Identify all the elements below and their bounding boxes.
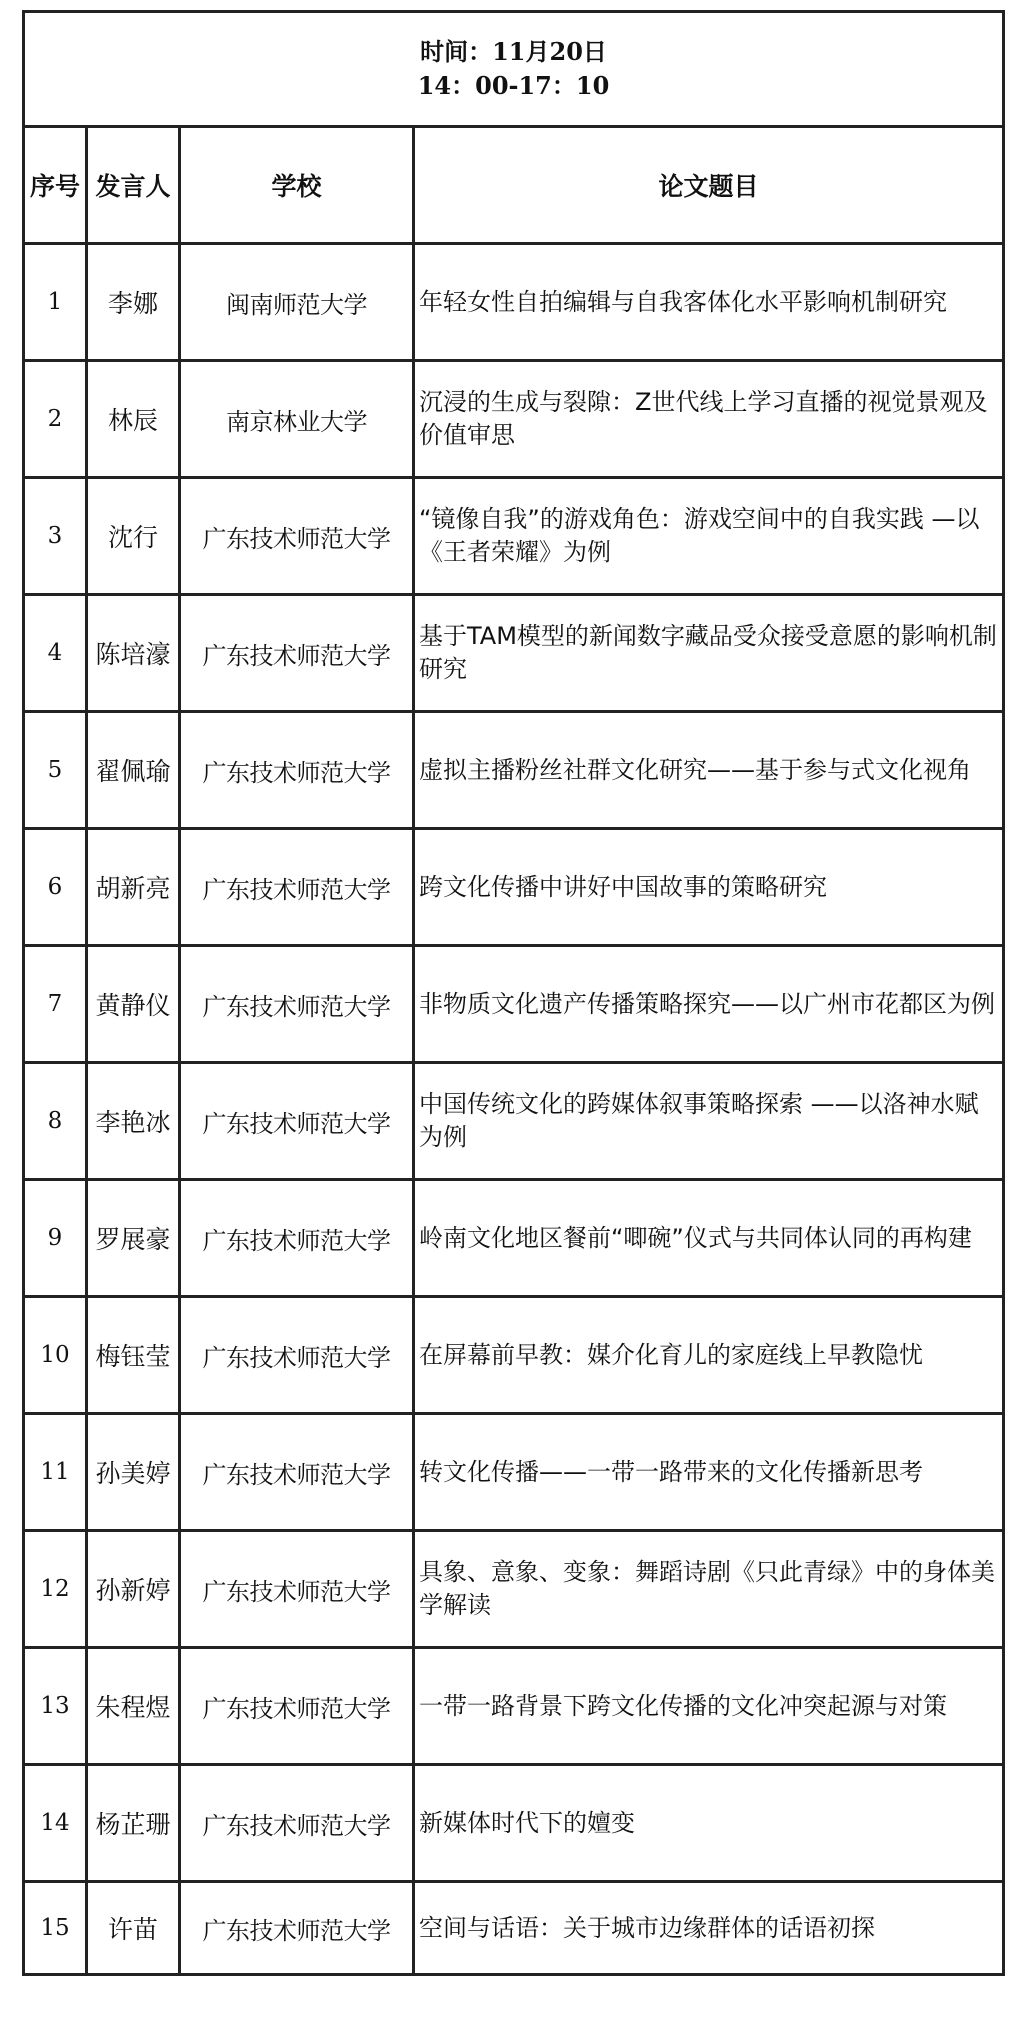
row-number: 13 [24,1648,87,1765]
table-row [24,946,1004,1063]
row-speaker: 朱程煜 [87,1648,180,1765]
row-paper-title: 基于TAM模型的新闻数字藏品受众接受意愿的影响机制研究 [414,595,1004,712]
row-school: 广东技术师范大学 [180,1414,414,1531]
row-school: 广东技术师范大学 [180,829,414,946]
row-paper-title: 新媒体时代下的嬗变 [414,1765,1004,1882]
row-number: 1 [24,244,87,361]
session-time-header [24,12,1004,127]
row-school: 广东技术师范大学 [180,712,414,829]
session-date: 时间：11月20日 [420,37,607,66]
row-speaker: 黄静仪 [87,946,180,1063]
row-number: 6 [24,829,87,946]
row-number: 14 [24,1765,87,1882]
table-row [24,1063,1004,1180]
table-row [24,1297,1004,1414]
row-school: 广东技术师范大学 [180,1765,414,1882]
row-speaker: 胡新亮 [87,829,180,946]
row-school: 广东技术师范大学 [180,946,414,1063]
table-row [24,712,1004,829]
row-paper-title: 沉浸的生成与裂隙：Z世代线上学习直播的视觉景观及价值审思 [414,361,1004,478]
row-paper-title: 具象、意象、变象：舞蹈诗剧《只此青绿》中的身体美学解读 [414,1531,1004,1648]
header-row [24,12,1004,127]
row-speaker: 杨芷珊 [87,1765,180,1882]
column-header-speaker: 发言人 [87,127,180,244]
row-number: 2 [24,361,87,478]
row-school: 闽南师范大学 [180,244,414,361]
row-number: 5 [24,712,87,829]
row-number: 9 [24,1180,87,1297]
table-row [24,1882,1004,1975]
table-row [24,1531,1004,1648]
row-paper-title: 跨文化传播中讲好中国故事的策略研究 [414,829,1004,946]
row-number: 3 [24,478,87,595]
row-school: 广东技术师范大学 [180,478,414,595]
row-paper-title: 虚拟主播粉丝社群文化研究——基于参与式文化视角 [414,712,1004,829]
row-paper-title: 转文化传播——一带一路带来的文化传播新思考 [414,1414,1004,1531]
row-speaker: 沈行 [87,478,180,595]
table-row [24,829,1004,946]
row-school: 广东技术师范大学 [180,1180,414,1297]
column-header-school: 学校 [180,127,414,244]
row-speaker: 梅钰莹 [87,1297,180,1414]
row-speaker: 罗展豪 [87,1180,180,1297]
column-header-row [24,127,1004,244]
row-school: 广东技术师范大学 [180,1531,414,1648]
row-school: 广东技术师范大学 [180,1882,414,1975]
row-school: 广东技术师范大学 [180,1648,414,1765]
row-paper-title: “镜像自我”的游戏角色：游戏空间中的自我实践 —以《王者荣耀》为例 [414,478,1004,595]
table-row [24,361,1004,478]
column-header-no: 序号 [24,127,87,244]
row-paper-title: 中国传统文化的跨媒体叙事策略探索 ——以洛神水赋为例 [414,1063,1004,1180]
table-row [24,1648,1004,1765]
session-time-range: 14：00-17：10 [417,71,610,100]
table-row [24,595,1004,712]
table-row [24,1414,1004,1531]
row-speaker: 翟佩瑜 [87,712,180,829]
row-number: 15 [24,1882,87,1975]
row-paper-title: 年轻女性自拍编辑与自我客体化水平影响机制研究 [414,244,1004,361]
row-number: 7 [24,946,87,1063]
row-paper-title: 空间与话语：关于城市边缘群体的话语初探 [414,1882,1004,1975]
row-speaker: 许苗 [87,1882,180,1975]
row-speaker: 李艳冰 [87,1063,180,1180]
row-number: 12 [24,1531,87,1648]
table-row [24,478,1004,595]
row-number: 11 [24,1414,87,1531]
table-row [24,1765,1004,1882]
column-header-title: 论文题目 [414,127,1004,244]
row-speaker: 陈培濠 [87,595,180,712]
row-school: 南京林业大学 [180,361,414,478]
row-speaker: 孙新婷 [87,1531,180,1648]
row-number: 4 [24,595,87,712]
row-school: 广东技术师范大学 [180,595,414,712]
row-paper-title: 非物质文化遗产传播策略探究——以广州市花都区为例 [414,946,1004,1063]
row-speaker: 李娜 [87,244,180,361]
row-paper-title: 岭南文化地区餐前“唧碗”仪式与共同体认同的再构建 [414,1180,1004,1297]
row-school: 广东技术师范大学 [180,1063,414,1180]
row-speaker: 林辰 [87,361,180,478]
table-row [24,1180,1004,1297]
row-paper-title: 一带一路背景下跨文化传播的文化冲突起源与对策 [414,1648,1004,1765]
row-speaker: 孙美婷 [87,1414,180,1531]
row-number: 8 [24,1063,87,1180]
schedule-table [22,10,1005,1976]
row-number: 10 [24,1297,87,1414]
row-school: 广东技术师范大学 [180,1297,414,1414]
row-paper-title: 在屏幕前早教：媒介化育儿的家庭线上早教隐忧 [414,1297,1004,1414]
table-row [24,244,1004,361]
